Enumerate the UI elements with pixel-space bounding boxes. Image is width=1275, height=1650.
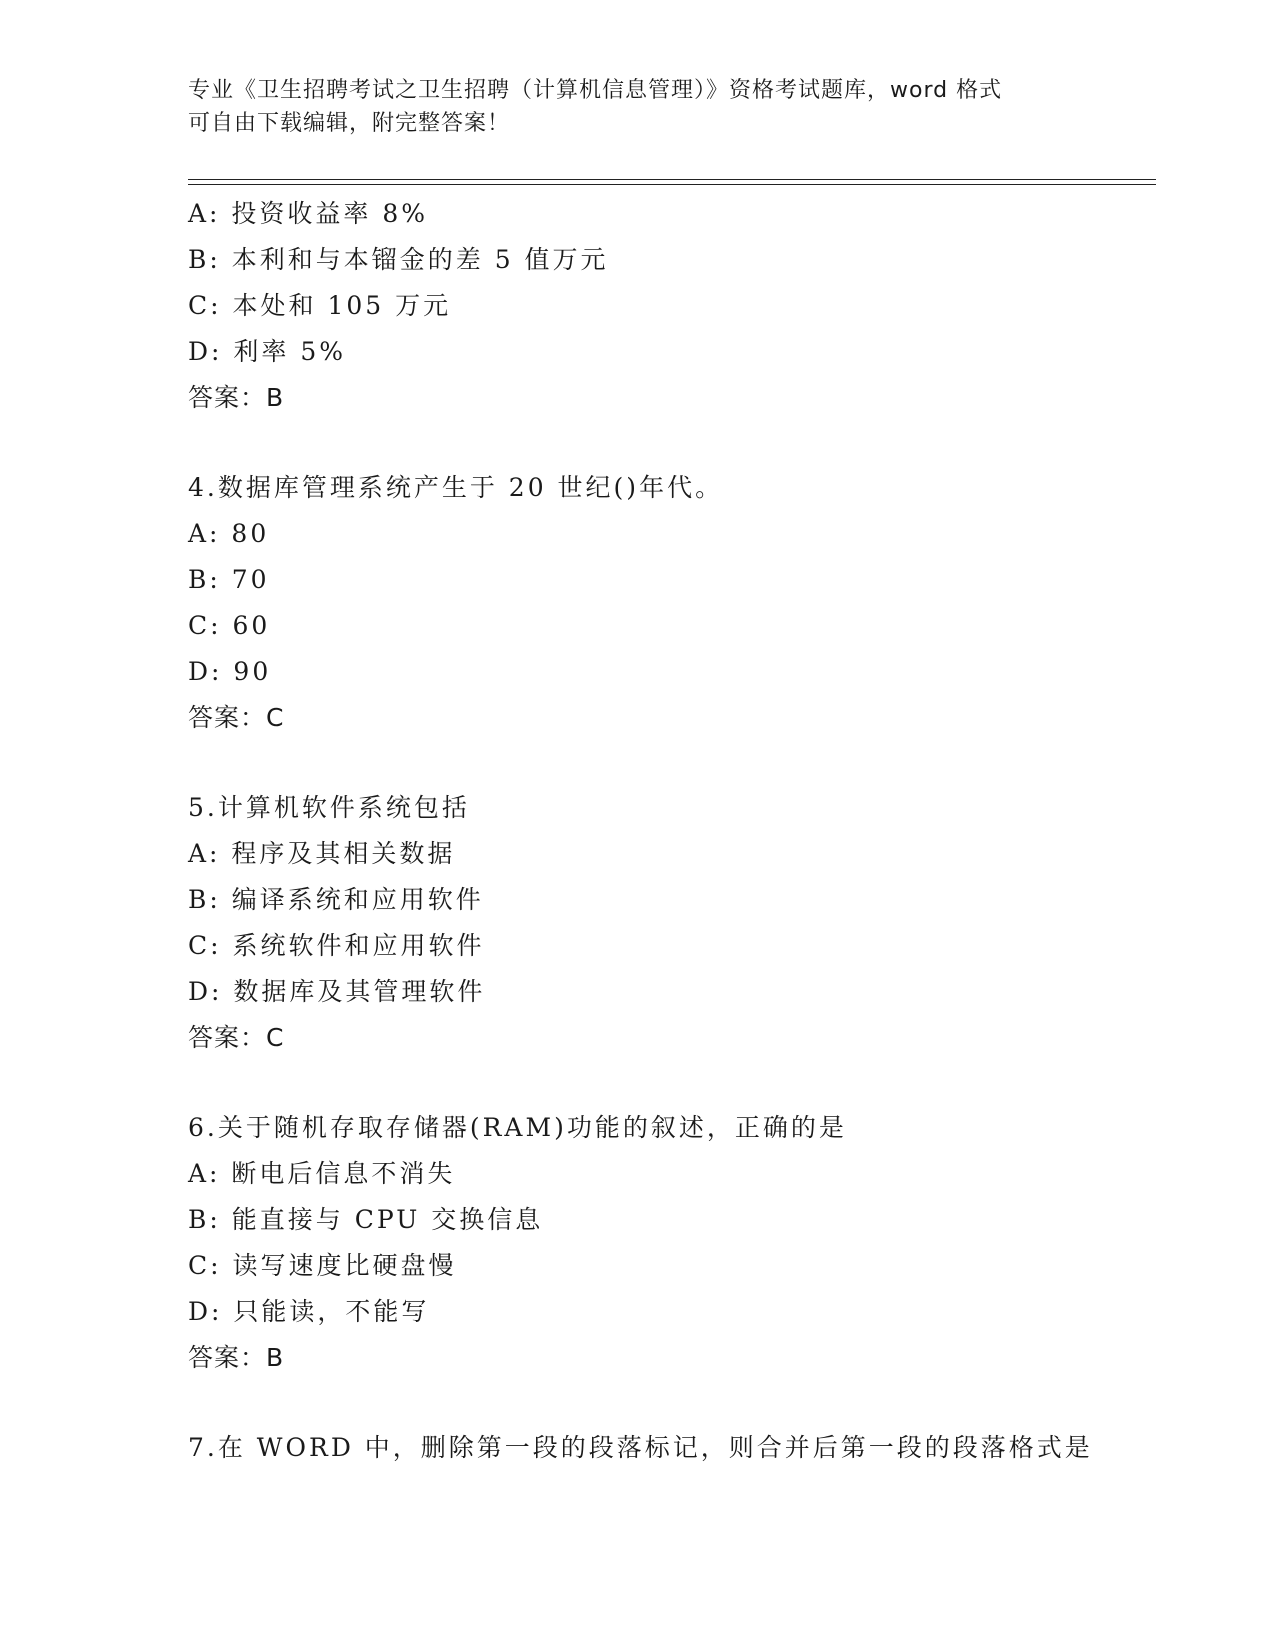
- answer: 答案：B: [188, 1343, 285, 1372]
- option-d: D: 90: [188, 657, 272, 686]
- answer: 答案：C: [188, 703, 285, 732]
- option-b: B: 能直接与 CPU 交换信息: [188, 1205, 544, 1234]
- option-d: D: 只能读，不能写: [188, 1297, 430, 1326]
- header-line-2: 可自由下载编辑，附完整答案！: [188, 111, 511, 136]
- option-b: B: 本利和与本镏金的差 5 值万元: [188, 245, 609, 274]
- question-stem: 6.关于随机存取存储器(RAM)功能的叙述，正确的是: [188, 1113, 847, 1142]
- question-stem: 5.计算机软件系统包括: [188, 793, 470, 822]
- option-c: C: 读写速度比硬盘慢: [188, 1251, 457, 1280]
- question-stem: 7.在 WORD 中，删除第一段的段落标记，则合并后第一段的段落格式是: [188, 1433, 1093, 1462]
- option-b: B: 编译系统和应用软件: [188, 885, 484, 914]
- option-c: C: 系统软件和应用软件: [188, 931, 485, 960]
- question-3-continued: [188, 191, 1188, 421]
- option-c: C: 本处和 105 万元: [188, 291, 452, 320]
- question-7: [188, 1425, 1188, 1471]
- question-4: [188, 465, 1188, 741]
- option-c: C: 60: [188, 611, 271, 640]
- document-header: [188, 74, 1088, 140]
- option-a: A: 投资收益率 8%: [188, 199, 429, 228]
- answer: 答案：C: [188, 1023, 285, 1052]
- option-d: D: 数据库及其管理软件: [188, 977, 486, 1006]
- header-line-1: 专业《卫生招聘考试之卫生招聘（计算机信息管理）》资格考试题库，word 格式: [188, 78, 1003, 103]
- option-a: A: 80: [188, 519, 270, 548]
- question-list: [188, 191, 1188, 1471]
- answer: 答案：B: [188, 383, 285, 412]
- question-5: [188, 785, 1188, 1061]
- option-d: D: 利率 5%: [188, 337, 347, 366]
- question-stem: 4.数据库管理系统产生于 20 世纪()年代。: [188, 473, 724, 502]
- header-divider-top: [188, 179, 1156, 180]
- option-a: A: 程序及其相关数据: [188, 839, 456, 868]
- option-b: B: 70: [188, 565, 270, 594]
- question-6: [188, 1105, 1188, 1381]
- header-divider-bottom: [188, 184, 1156, 185]
- option-a: A: 断电后信息不消失: [188, 1159, 456, 1188]
